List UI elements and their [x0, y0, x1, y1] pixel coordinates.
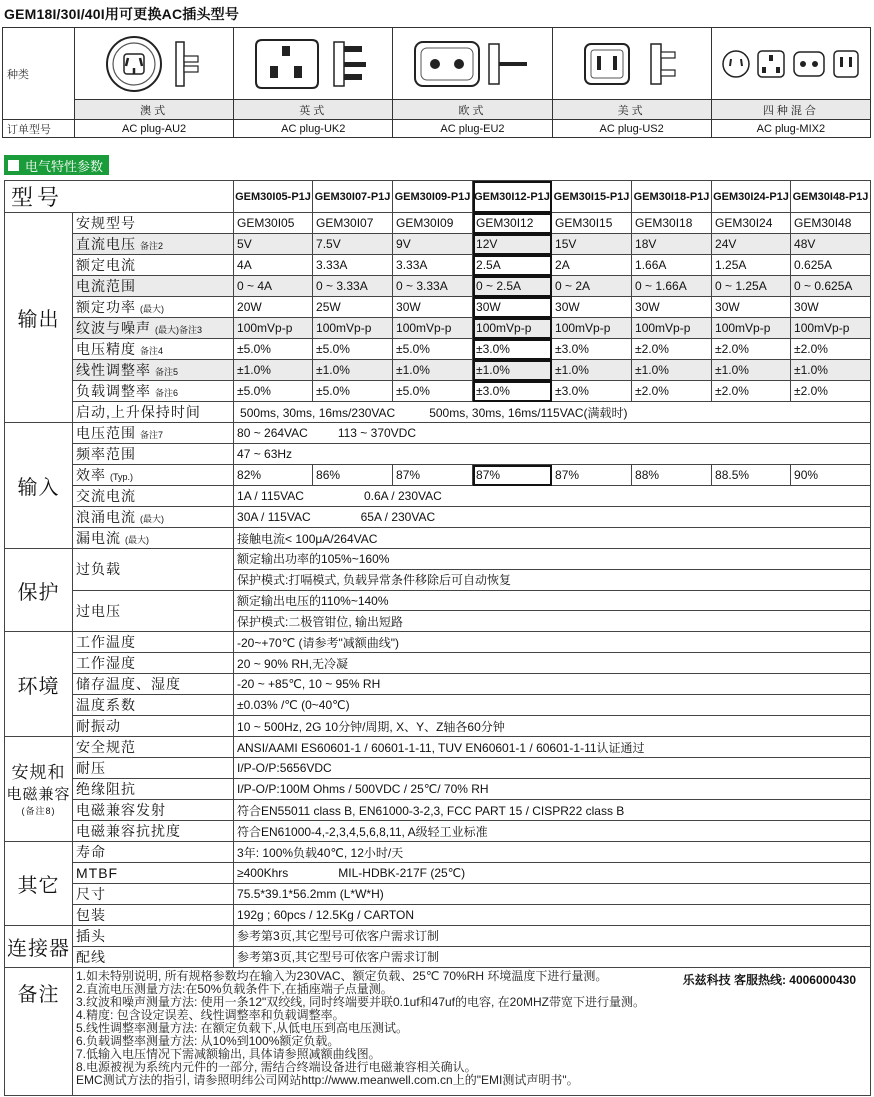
param-label: 额定功率 — [76, 299, 136, 315]
output-value: ±3.0% — [473, 339, 552, 360]
output-value: 100mVp-p — [393, 318, 473, 339]
value-a: 1A / 115VAC — [237, 489, 304, 503]
output-value: ±2.0% — [791, 339, 871, 360]
param-name — [73, 528, 234, 549]
param-name — [73, 842, 234, 863]
param-name — [73, 716, 234, 737]
output-value: GEM30I24 — [712, 213, 791, 234]
spec-row — [5, 883, 871, 904]
output-value: ±2.0% — [791, 381, 871, 402]
param-label: 浪涌电流 — [76, 509, 136, 525]
spec-row — [5, 695, 871, 716]
mixed-plugs-icon — [716, 32, 866, 96]
spec-row — [5, 444, 871, 465]
plug-region-uk: 英式 — [234, 100, 393, 120]
spec-row — [5, 779, 871, 800]
us-plug-icon — [567, 32, 697, 96]
environment-value: -20 ~ +85℃, 10 ~ 95% RH — [234, 674, 871, 695]
output-value: 25W — [313, 297, 393, 318]
param-name — [73, 821, 234, 842]
output-value: 24V — [712, 234, 791, 255]
param-label: MTBF — [76, 865, 119, 882]
output-value: 100mVp-p — [791, 318, 871, 339]
spec-row — [5, 297, 871, 318]
output-value: 0 ~ 3.33A — [393, 276, 473, 297]
output-value: 1.66A — [632, 255, 712, 276]
spec-row — [5, 653, 871, 674]
spec-row — [5, 674, 871, 695]
plug-image-au — [75, 28, 234, 100]
category-output: 输出 — [5, 213, 73, 423]
output-value: 100mVp-p — [552, 318, 632, 339]
plug-code-us: AC plug-US2 — [552, 120, 711, 138]
output-value: GEM30I09 — [393, 213, 473, 234]
model-label: 型号 — [5, 181, 234, 213]
spec-row — [5, 255, 871, 276]
model-header: GEM30I07-P1J — [313, 181, 393, 213]
param-label: 直流电压 — [76, 236, 136, 252]
overvoltage-line1: 额定输出电压的110%~140% — [234, 590, 871, 611]
ac-current-value — [234, 486, 871, 507]
spec-row — [5, 946, 871, 967]
param-name — [73, 381, 234, 402]
param-name — [73, 737, 234, 758]
uk-plug-icon — [248, 32, 378, 96]
model-header: GEM30I12-P1J — [473, 181, 552, 213]
model-header: GEM30I48-P1J — [791, 181, 871, 213]
output-value: GEM30I12 — [473, 213, 552, 234]
spec-row — [5, 842, 871, 863]
category-environment: 环境 — [5, 632, 73, 737]
output-value: ±1.0% — [234, 360, 313, 381]
param-name — [73, 213, 234, 234]
category-input: 输入 — [5, 423, 73, 549]
param-name — [73, 297, 234, 318]
spec-row — [5, 967, 871, 1095]
model-header-row — [5, 181, 871, 213]
output-value: ±3.0% — [552, 381, 632, 402]
safety-value: 符合EN61000-4,-2,3,4,5,6,8,11, A级轻工业标准 — [234, 821, 871, 842]
note-line: 5.线性调整率测量方法: 在额定负载下,从低电压到高电压测试。 — [76, 1020, 409, 1035]
input-voltage-value — [234, 423, 871, 444]
param-name — [73, 800, 234, 821]
value-b: 65A / 230VAC — [360, 510, 436, 524]
param-note: 备注7 — [140, 430, 164, 440]
param-name — [73, 925, 234, 946]
other-value: 192g ; 60pcs / 12.5Kg / CARTON — [234, 904, 871, 925]
param-note: 备注5 — [155, 367, 179, 377]
plug-region-au: 澳式 — [75, 100, 234, 120]
param-note: (最大)备注3 — [155, 325, 202, 335]
param-name — [73, 486, 234, 507]
param-name — [73, 465, 234, 486]
output-value: ±1.0% — [632, 360, 712, 381]
param-label: 工作温度 — [76, 634, 136, 651]
environment-value: ±0.03% /℃ (0~40℃) — [234, 695, 871, 716]
au-plug-icon — [94, 32, 214, 96]
param-label: 储存温度、湿度 — [76, 676, 181, 693]
plug-image-us — [552, 28, 711, 100]
category-notes: 备注 — [5, 967, 73, 1095]
spec-row — [5, 339, 871, 360]
param-label: 电磁兼容抗扰度 — [76, 823, 181, 840]
output-value: 0.625A — [791, 255, 871, 276]
output-value: ±1.0% — [552, 360, 632, 381]
param-label: 安规型号 — [76, 215, 136, 231]
param-label: 配线 — [76, 948, 106, 965]
param-name — [73, 863, 234, 884]
overload-line2: 保护模式:打嗝模式, 负载异常条件移除后可自动恢复 — [234, 569, 871, 590]
other-value: 3年: 100%负载40℃, 12小时/天 — [234, 842, 871, 863]
output-value: 48V — [791, 234, 871, 255]
param-label: 插头 — [76, 927, 106, 944]
inrush-value — [234, 507, 871, 528]
spec-row — [5, 716, 871, 737]
efficiency-value: 87% — [393, 465, 473, 486]
param-label: 交流电流 — [76, 488, 136, 504]
category-safety-emc — [5, 737, 73, 842]
spec-row — [5, 528, 871, 549]
spec-row — [5, 590, 871, 611]
output-value: 15V — [552, 234, 632, 255]
param-name — [73, 444, 234, 465]
output-value: ±3.0% — [473, 381, 552, 402]
output-value: 0 ~ 3.33A — [313, 276, 393, 297]
param-name — [73, 255, 234, 276]
value-b: 0.6A / 230VAC — [363, 489, 442, 503]
connector-value: 参考第3页,其它型号可依客户需求订制 — [234, 925, 871, 946]
param-note: (最大) — [140, 304, 164, 314]
output-value: 0 ~ 4A — [234, 276, 313, 297]
spec-row — [5, 821, 871, 842]
plug-code-au: AC plug-AU2 — [75, 120, 234, 138]
efficiency-value: 88.5% — [712, 465, 791, 486]
efficiency-value: 90% — [791, 465, 871, 486]
output-value: 100mVp-p — [712, 318, 791, 339]
model-header: GEM30I18-P1J — [632, 181, 712, 213]
param-label: 纹波与噪声 — [76, 320, 151, 336]
note-line: EMC测试方法的指引, 请参照明纬公司网站http://www.meanwell.com.cn上的"EMI测试声明书"。 — [76, 1072, 579, 1087]
order-code-label: 订单型号 — [3, 120, 75, 138]
plug-table — [2, 27, 871, 138]
output-value: 100mVp-p — [473, 318, 552, 339]
output-value: 0 ~ 0.625A — [791, 276, 871, 297]
param-name — [73, 653, 234, 674]
environment-value: -20~+70℃ (请参考"减额曲线") — [234, 632, 871, 653]
model-header: GEM30I09-P1J — [393, 181, 473, 213]
output-value: 0 ~ 1.25A — [712, 276, 791, 297]
note-line: 1.如未特别说明, 所有规格参数均在输入为230VAC、额定负载、25℃ 70%RH 环境温度下进行量测。 — [76, 968, 608, 983]
efficiency-value: 88% — [632, 465, 712, 486]
output-value: 30W — [393, 297, 473, 318]
param-name — [73, 904, 234, 925]
param-name — [73, 507, 234, 528]
section-title: 电气特性参数 — [25, 159, 104, 174]
spec-row — [5, 758, 871, 779]
param-name — [73, 883, 234, 904]
spec-row — [5, 381, 871, 402]
output-value: ±1.0% — [473, 360, 552, 381]
safety-label-1: 安规和 — [11, 762, 66, 782]
mtbf-value — [234, 863, 871, 884]
environment-value: 20 ~ 90% RH,无冷凝 — [234, 653, 871, 674]
param-note: (最大) — [140, 514, 164, 524]
output-value: ±1.0% — [712, 360, 791, 381]
param-name — [73, 758, 234, 779]
output-value: GEM30I48 — [791, 213, 871, 234]
plug-code-uk: AC plug-UK2 — [234, 120, 393, 138]
output-value: ±5.0% — [393, 339, 473, 360]
output-value: ±5.0% — [234, 381, 313, 402]
value-a: 30A / 115VAC — [237, 510, 311, 524]
note-line: 6.负载调整率测量方法: 从10%到100%额定负载。 — [76, 1033, 340, 1048]
output-value: 30W — [791, 297, 871, 318]
param-name — [73, 779, 234, 800]
param-label: 启动,上升保持时间 — [76, 404, 201, 420]
output-value: 100mVp-p — [234, 318, 313, 339]
output-value: GEM30I05 — [234, 213, 313, 234]
spec-row — [5, 549, 871, 570]
note-line: 8.电源被视为系统内元件的一部分, 需结合终端设备进行电磁兼容相关确认。 — [76, 1059, 477, 1074]
param-name — [73, 402, 234, 423]
spec-row — [5, 800, 871, 821]
page-title: GEM18I/30I/40I用可更换AC插头型号 — [4, 6, 240, 22]
output-value: 0 ~ 2.5A — [473, 276, 552, 297]
efficiency-value: 87% — [552, 465, 632, 486]
output-value: ±1.0% — [791, 360, 871, 381]
param-label: 线性调整率 — [76, 362, 151, 378]
output-value: 5V — [234, 234, 313, 255]
output-value: ±5.0% — [234, 339, 313, 360]
param-note: 备注2 — [140, 241, 164, 251]
plug-type-label: 种类 — [3, 28, 75, 120]
category-protection: 保护 — [5, 549, 73, 632]
plug-region-us: 美式 — [552, 100, 711, 120]
spec-row — [5, 486, 871, 507]
safety-value: 符合EN55011 class B, EN61000-3-2,3, FCC PART 15 / CISPR22 class B — [234, 800, 871, 821]
output-value: ±2.0% — [712, 381, 791, 402]
output-value: 3.33A — [313, 255, 393, 276]
value-b: 500ms, 30ms, 16ms/115VAC(满载时) — [429, 405, 628, 420]
plug-region-mix: 四种混合 — [711, 100, 870, 120]
param-name — [73, 695, 234, 716]
output-value: GEM30I15 — [552, 213, 632, 234]
spec-table — [4, 180, 871, 1096]
value-a: 500ms, 30ms, 16ms/230VAC — [240, 405, 396, 420]
spec-row — [5, 213, 871, 234]
output-value: ±2.0% — [632, 339, 712, 360]
spec-row — [5, 276, 871, 297]
output-value: ±5.0% — [393, 381, 473, 402]
param-label: 寿命 — [76, 844, 106, 861]
safety-value: I/P-O/P:100M Ohms / 500VDC / 25℃/ 70% RH — [234, 779, 871, 800]
spec-row — [5, 904, 871, 925]
param-name — [73, 234, 234, 255]
plug-image-eu — [393, 28, 552, 100]
param-label: 电压精度 — [76, 341, 136, 357]
param-name — [73, 632, 234, 653]
efficiency-value: 86% — [313, 465, 393, 486]
value-b: MIL-HDBK-217F (25℃) — [338, 866, 466, 881]
category-connector: 连接器 — [5, 925, 73, 967]
param-label: 绝缘阻抗 — [76, 781, 136, 798]
param-label: 耐振动 — [76, 718, 121, 735]
param-name — [73, 674, 234, 695]
param-label: 耐压 — [76, 760, 106, 777]
param-note: (最大) — [125, 535, 149, 545]
spec-row — [5, 925, 871, 946]
plug-image-mix — [711, 28, 870, 100]
note-line: 3.纹波和噪声测量方法: 使用一条12"双绞线, 同时终端要并联0.1uf和47uf的电容, 在20MHZ带宽下进行量测。 — [76, 994, 646, 1009]
output-value: ±3.0% — [552, 339, 632, 360]
param-label: 安全规范 — [76, 739, 136, 756]
output-value: 30W — [552, 297, 632, 318]
notes-block — [73, 967, 871, 1095]
output-value: ±1.0% — [313, 360, 393, 381]
param-label: 电流范围 — [76, 278, 136, 294]
output-value: 0 ~ 2A — [552, 276, 632, 297]
square-bullet-icon — [8, 160, 19, 171]
output-value: 9V — [393, 234, 473, 255]
param-name: 过负载 — [73, 549, 234, 591]
output-value: 1.25A — [712, 255, 791, 276]
output-value: 30W — [473, 297, 552, 318]
environment-value: 10 ~ 500Hz, 2G 10分钟/周期, X、Y、Z轴各60分钟 — [234, 716, 871, 737]
param-name — [73, 946, 234, 967]
spec-row — [5, 465, 871, 486]
frequency-value: 47 ~ 63Hz — [234, 444, 871, 465]
param-label: 额定电流 — [76, 257, 136, 273]
spec-row — [5, 234, 871, 255]
safety-label-note: (备注8) — [21, 805, 56, 816]
efficiency-value: 87% — [473, 465, 552, 486]
output-value: 2.5A — [473, 255, 552, 276]
safety-label-2: 电磁兼容 — [6, 785, 71, 803]
param-name — [73, 276, 234, 297]
output-value: 100mVp-p — [632, 318, 712, 339]
spec-row — [5, 318, 871, 339]
param-note: 备注6 — [155, 388, 179, 398]
output-value: ±5.0% — [313, 381, 393, 402]
value-b: 113 ~ 370VDC — [337, 426, 417, 440]
output-value: 20W — [234, 297, 313, 318]
plug-image-uk — [234, 28, 393, 100]
param-name — [73, 318, 234, 339]
param-name — [73, 423, 234, 444]
category-other: 其它 — [5, 842, 73, 926]
output-value: ±1.0% — [393, 360, 473, 381]
param-label: 漏电流 — [76, 530, 121, 546]
param-name: 过电压 — [73, 590, 234, 632]
output-value: 12V — [473, 234, 552, 255]
other-value: 75.5*39.1*56.2mm (L*W*H) — [234, 883, 871, 904]
output-value: ±5.0% — [313, 339, 393, 360]
service-hotline: 乐兹科技 客服热线: 4006000430 — [682, 972, 857, 987]
safety-value: ANSI/AAMI ES60601-1 / 60601-1-11, TUV EN60601-1 / 60601-1-11认证通过 — [234, 737, 871, 758]
output-value: 18V — [632, 234, 712, 255]
param-label: 电磁兼容发射 — [76, 802, 166, 819]
param-label: 负载调整率 — [76, 383, 151, 399]
overload-line1: 额定输出功率的105%~160% — [234, 549, 871, 570]
param-name — [73, 360, 234, 381]
spec-row — [5, 863, 871, 884]
param-label: 效率 — [76, 467, 106, 483]
model-header: GEM30I24-P1J — [712, 181, 791, 213]
safety-value: I/P-O/P:5656VDC — [234, 758, 871, 779]
output-value: 100mVp-p — [313, 318, 393, 339]
section-header — [4, 155, 109, 175]
value-a: 80 ~ 264VAC — [237, 426, 308, 440]
param-label: 包装 — [76, 906, 106, 923]
model-header: GEM30I15-P1J — [552, 181, 632, 213]
output-value: ±2.0% — [712, 339, 791, 360]
value-a: ≥400Khrs — [237, 866, 289, 881]
connector-value: 参考第3页,其它型号可依客户需求订制 — [234, 946, 871, 967]
model-header: GEM30I05-P1J — [234, 181, 313, 213]
param-note: 备注4 — [140, 346, 164, 356]
param-label: 温度系数 — [76, 697, 136, 714]
output-value: GEM30I18 — [632, 213, 712, 234]
eu-plug-icon — [407, 32, 537, 96]
output-value: 30W — [632, 297, 712, 318]
param-label: 尺寸 — [76, 885, 106, 902]
output-value: 4A — [234, 255, 313, 276]
leakage-value: 接触电流< 100μA/264VAC — [234, 528, 871, 549]
spec-row — [5, 360, 871, 381]
param-label: 频率范围 — [76, 446, 136, 462]
plug-region-eu: 欧式 — [393, 100, 552, 120]
spec-row — [5, 737, 871, 758]
output-value: ±2.0% — [632, 381, 712, 402]
output-value: 3.33A — [393, 255, 473, 276]
param-label: 电压范围 — [76, 425, 136, 441]
param-note: (Typ.) — [110, 472, 134, 482]
spec-row — [5, 402, 871, 423]
note-line: 4.精度: 包含设定误差、线性调整率和负载调整率。 — [76, 1007, 345, 1022]
spec-row — [5, 423, 871, 444]
overvoltage-line2: 保护模式:二极管钳位, 输出短路 — [234, 611, 871, 632]
param-name — [73, 339, 234, 360]
output-value: 7.5V — [313, 234, 393, 255]
plug-code-eu: AC plug-EU2 — [393, 120, 552, 138]
note-line: 2.直流电压测量方法:在50%负载条件下,在插座端子点量测。 — [76, 981, 393, 996]
output-value: 0 ~ 1.66A — [632, 276, 712, 297]
spec-row — [5, 632, 871, 653]
output-value: GEM30I07 — [313, 213, 393, 234]
output-value: 2A — [552, 255, 632, 276]
plug-code-mix: AC plug-MIX2 — [711, 120, 870, 138]
param-label: 工作湿度 — [76, 655, 136, 672]
efficiency-value: 82% — [234, 465, 313, 486]
spec-row — [5, 507, 871, 528]
startup-value — [234, 402, 871, 423]
output-value: 30W — [712, 297, 791, 318]
note-line: 7.低输入电压情况下需减额输出, 具体请参照减额曲线图。 — [76, 1046, 381, 1061]
